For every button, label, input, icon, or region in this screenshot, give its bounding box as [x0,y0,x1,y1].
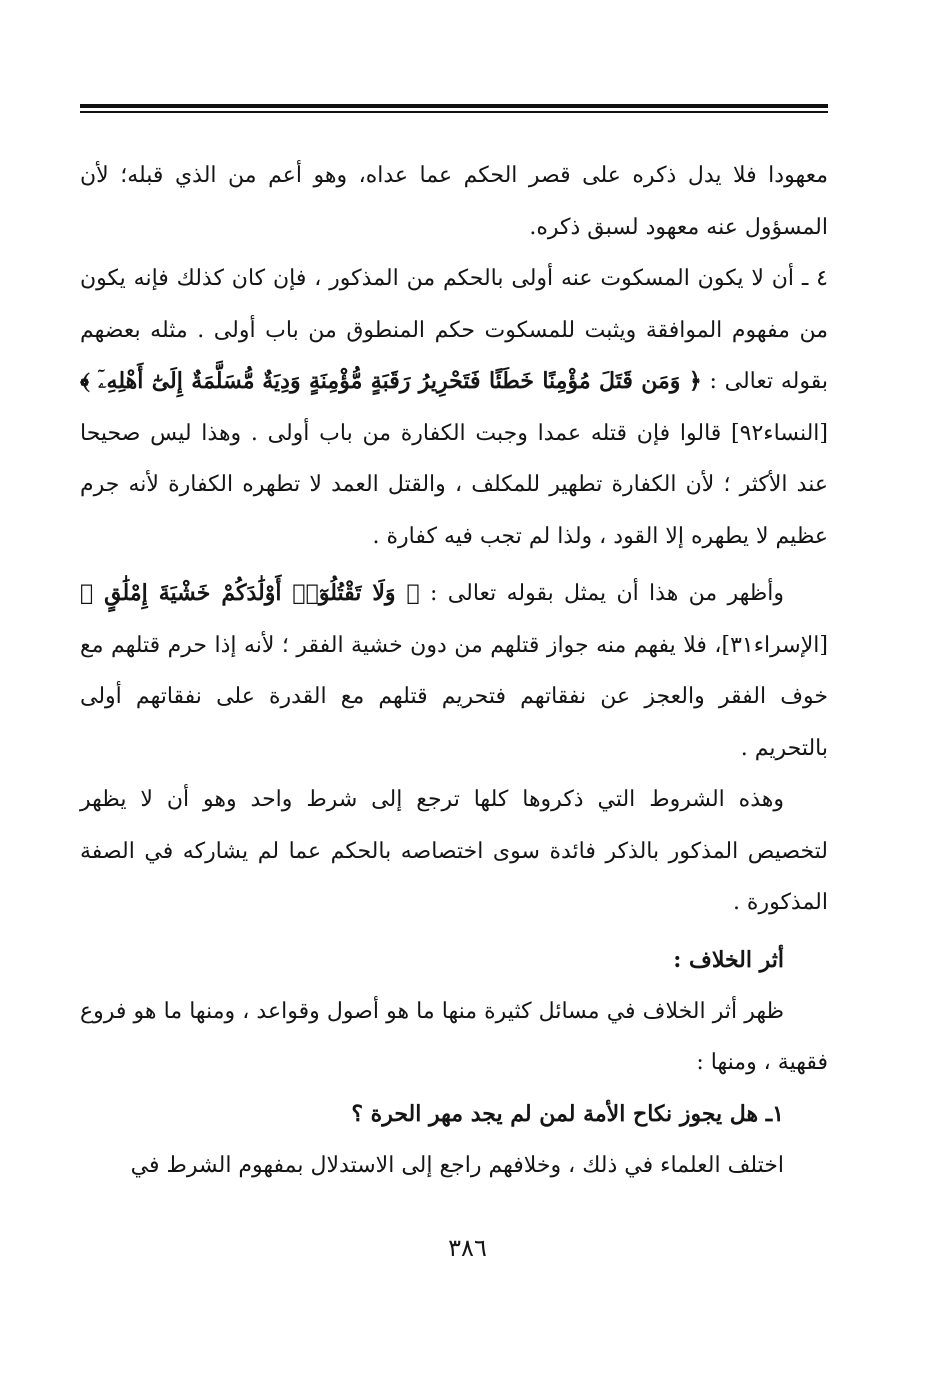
text-line: والقتل العمد لا تطهره الكفارة لأنه جرم عظيم لا يطهره إلا القود ، ولذا لم [80,472,828,549]
text-line: [النساء٩٢] قالوا فإن قتله عمدا وجبت الكفارة من باب [319,420,828,446]
text-line: [الإسراء٣١]، فلا يفهم منه جواز قتلهم من دون خشية الفقر ؛ لأنه إذا حرم [167,632,828,658]
paragraph-condition-4 [80,253,828,562]
paragraph-scholars-dispute [80,1140,828,1192]
text-line: وأظهر من هذا أن يمثل بقوله تعالى : [430,581,785,606]
text-line: لتخصيص المذكور بالذكر فائدة سوى اختصاصه بالحكم عما لم يشاركه في [144,838,828,864]
text-line: يكون من مفهوم الموافقة ويثبت للمسكوت حكم المنطوق من باب أولى . [80,266,829,343]
quran-verse: مُّسَلَّمَةٌ إِلَىٰٓ أَهْلِهِۦٓ ﴾ [80,368,255,394]
text-line: نفقاتهم أولى بالتحريم . [80,684,828,761]
paragraph-effect-of-dispute [80,986,828,1089]
text-line: ٤ ـ أن لا يكون المسكوت عنه أولى بالحكم من المذكور ، فإن كان كذلك فإنه [133,266,828,291]
text-line: لأن المسؤول عنه معهود لسبق ذكره. [80,163,828,240]
paragraph-continued [80,150,828,253]
text-line: فروع فقهية ، ومنها : [80,998,828,1075]
header-rule-thick [80,104,828,108]
paragraph-better-example [80,568,828,774]
header-rule-thin [80,111,828,113]
page-number: ٣٨٦ [448,1234,487,1262]
section-heading: أثر الخلاف : [673,946,784,973]
text-line: معهودا فلا يدل ذكره على قصر الحكم عما عداه، وهو أعم من الذي قبله؛ [120,163,828,188]
text-line: قتلهم مع خوف الفقر والعجز عن نفقاتهم فتحريم قتلهم مع القدرة على [80,632,828,709]
page-body [80,150,828,1191]
text-line: مثله بعضهم بقوله تعالى : [80,317,828,394]
paragraph-conditions-summary [80,774,828,929]
text-line: اختلف العلماء في ذلك ، وخلافهم راجع إلى الاستدلال بمفهوم الشرط في [130,1152,784,1178]
question-heading: ١ـ هل يجوز نكاح الأمة لمن لم يجد مهر الحرة ؟ [351,1100,784,1127]
text-line: تجب فيه كفارة . [372,523,522,549]
text-line: أولى . وهذا ليس صحيحا عند الأكثر ؛ لأن الكفارة تطهير للمكلف ، [80,420,828,497]
text-line: وهذه الشروط التي ذكروها كلها ترجع إلى شرط واحد وهو أن لا يظهر [80,787,784,812]
quran-verse: ﴿ وَمَن قَتَلَ مُؤْمِنًا خَطَئًا فَتَحْرِيرُ رَقَبَةٍ مُّؤْمِنَةٍ وَدِيَةٌ [262,368,702,394]
quran-verse: ﴿ وَلَا تَقْتُلُوٓا۟ أَوْلَٰدَكُمْ خَشْيَةَ إِمْلَٰقٍ ﴾ [80,580,420,606]
text-line: ظهر أثر الخلاف في مسائل كثيرة منها ما هو أصول وقواعد ، ومنها ما هو [133,998,784,1024]
text-line: الصفة المذكورة . [80,838,828,915]
